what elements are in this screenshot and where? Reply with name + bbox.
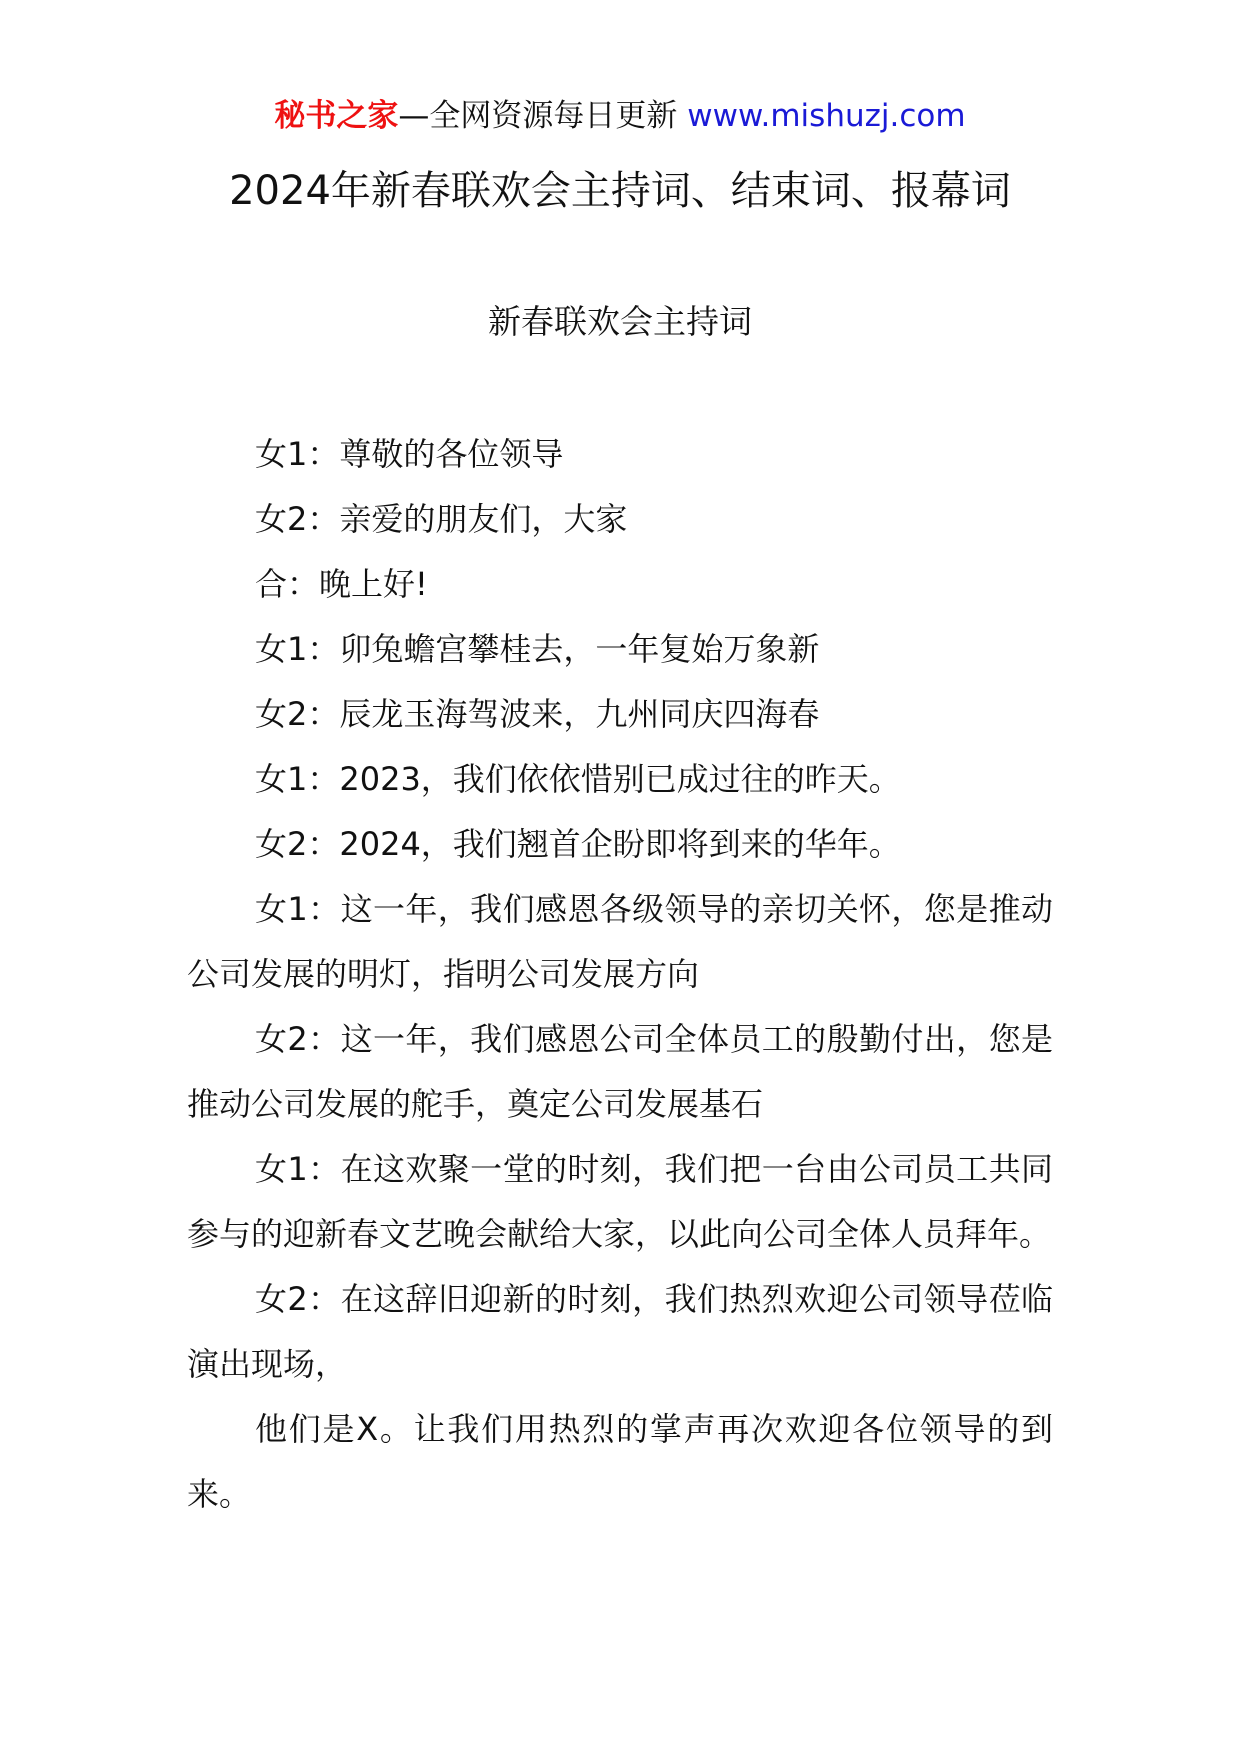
paragraph: 女2：亲爱的朋友们，大家 <box>255 500 628 538</box>
document-title: 2024年新春联欢会主持词、结束词、报幕词 <box>229 168 1011 214</box>
paragraph: 女2：在这辞旧迎新的时刻，我们热烈欢迎公司领导莅临演出现场， <box>187 1280 1053 1383</box>
section-title: 新春联欢会主持词 <box>488 302 752 341</box>
paragraph: 女2：这一年，我们感恩公司全体员工的殷勤付出，您是推动公司发展的舵手，奠定公司发展基石 <box>187 1020 1053 1123</box>
paragraph: 女2：辰龙玉海驾波来，九州同庆四海春 <box>255 695 820 733</box>
paragraph: 女1：尊敬的各位领导 <box>255 435 564 473</box>
site-url-link[interactable]: www.mishuzj.com <box>687 98 966 134</box>
brand-name: 秘书之家 <box>274 98 399 134</box>
paragraph: 他们是X。让我们用热烈的掌声再次欢迎各位领导的到来。 <box>187 1410 1053 1513</box>
paragraph: 女1：在这欢聚一堂的时刻，我们把一台由公司员工共同参与的迎新春文艺晚会献给大家，以此向公司全体人员拜年。 <box>187 1150 1053 1253</box>
paragraph: 女1：2023，我们依依惜别已成过往的昨天。 <box>255 760 901 798</box>
paragraph: 女2：2024，我们翘首企盼即将到来的华年。 <box>255 825 901 863</box>
paragraph: 女1：这一年，我们感恩各级领导的亲切关怀，您是推动公司发展的明灯，指明公司发展方向 <box>187 890 1053 993</box>
header-tagline: —全网资源每日更新 <box>398 98 678 134</box>
site-header <box>0 96 1240 136</box>
document-body <box>187 422 1053 1527</box>
paragraph: 合：晚上好! <box>255 565 428 603</box>
paragraph: 女1：卯兔蟾宫攀桂去，一年复始万象新 <box>255 630 820 668</box>
